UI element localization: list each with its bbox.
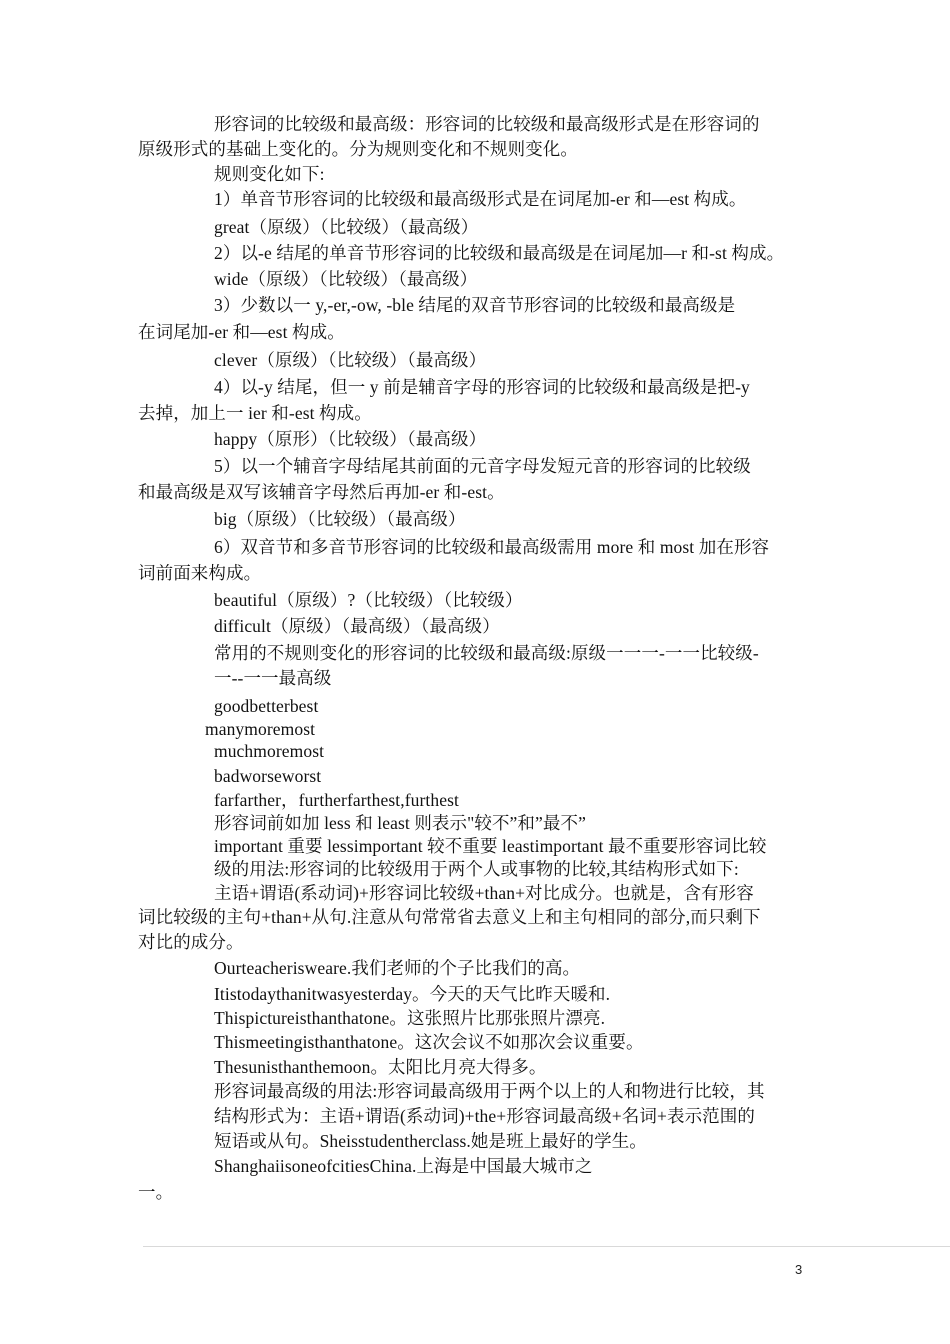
text-line: 3）少数以一 y,-er,-ow, -ble 结尾的双音节形容词的比较级和最高级是	[214, 295, 736, 315]
text-line: 6）双音节和多音节形容词的比较级和最高级需用 more 和 most 加在形容	[214, 537, 770, 557]
text-line: wide（原级）（比较级）（最高级）	[214, 269, 478, 289]
text-line: Thispictureisthanthatone。这张照片比那张照片漂亮.	[214, 1008, 606, 1028]
text-line: 和最高级是双写该辅音字母然后再加-er 和-est。	[138, 482, 505, 502]
text-line: 常用的不规则变化的形容词的比较级和最高级:原级一一一-一一比较级-	[214, 643, 759, 663]
text-line: clever（原级）（比较级）（最高级）	[214, 350, 487, 370]
text-line: 2）以-e 结尾的单音节形容词的比较级和最高级是在词尾加—r 和-st 构成。	[214, 243, 785, 263]
footer-divider	[143, 1246, 950, 1247]
text-line: 1）单音节形容词的比较级和最高级形式是在词尾加-er 和—est 构成。	[214, 189, 747, 209]
text-line: great（原级）（比较级）（最高级）	[214, 217, 479, 237]
page-number: 3	[795, 1262, 803, 1277]
text-line: 原级形式的基础上变化的。分为规则变化和不规则变化。	[138, 139, 578, 159]
text-line: Thismeetingisthanthatone。这次会议不如那次会议重要。	[214, 1032, 644, 1052]
text-line: Itistodaythanitwasyesterday。今天的天气比昨天暖和.	[214, 984, 611, 1004]
text-line: 5）以一个辅音字母结尾其前面的元音字母发短元音的形容词的比较级	[214, 456, 751, 476]
text-line: goodbetterbest	[214, 696, 319, 716]
text-line: difficult（原级）（最高级）（最高级）	[214, 616, 500, 636]
text-line: 4）以-y 结尾，但一 y 前是辅音字母的形容词的比较级和最高级是把-y	[214, 377, 750, 397]
text-line: 词前面来构成。	[138, 563, 262, 583]
text-line: muchmoremost	[214, 741, 325, 761]
text-line: 对比的成分。	[138, 932, 244, 952]
text-line: beautiful（原级）?（比较级）（比较级）	[214, 590, 523, 610]
text-line: important 重要 lessimportant 较不重要 leastimportant 最不重要形容词比较	[214, 836, 767, 856]
text-line: 去掉，加上一 ier 和-est 构成。	[138, 403, 372, 423]
text-line: manymoremost	[205, 719, 316, 739]
text-line: Ourteacherisweare.我们老师的个子比我们的高。	[214, 958, 581, 978]
text-line: big（原级）（比较级）（最高级）	[214, 509, 466, 529]
text-line: ShanghaiisoneofcitiesChina.上海是中国最大城市之	[214, 1156, 593, 1176]
text-line: badworseworst	[214, 766, 322, 786]
text-line: 规则变化如下:	[214, 164, 325, 184]
text-line: 形容词最高级的用法:形容词最高级用于两个以上的人和物进行比较，其	[214, 1081, 765, 1101]
text-line: 一--一一最高级	[214, 668, 332, 688]
text-line: Thesunisthanthemoon。太阳比月亮大得多。	[214, 1057, 547, 1077]
text-line: 形容词前如加 less 和 least 则表示"较不”和”最不”	[214, 813, 586, 833]
text-line: 主语+谓语(系动词)+形容词比较级+than+对比成分。也就是，含有形容	[214, 883, 754, 903]
text-line: 短语或从句。Sheisstudentherclass.她是班上最好的学生。	[214, 1131, 647, 1151]
text-line: farfarther，furtherfarthest,furthest	[214, 790, 459, 810]
text-line: 形容词的比较级和最高级：形容词的比较级和最高级形式是在形容词的	[214, 114, 760, 134]
text-line: 在词尾加-er 和—est 构成。	[138, 322, 345, 342]
text-line: 词比较级的主句+than+从句.注意从句常常省去意义上和主句相同的部分,而只剩下	[138, 907, 761, 927]
text-line: 级的用法:形容词的比较级用于两个人或事物的比较,其结构形式如下:	[214, 859, 739, 879]
text-line: 一。	[138, 1182, 174, 1202]
text-line: 结构形式为：主语+谓语(系动词)+the+形容词最高级+名词+表示范围的	[214, 1106, 755, 1126]
text-line: happy（原形）（比较级）（最高级）	[214, 429, 487, 449]
